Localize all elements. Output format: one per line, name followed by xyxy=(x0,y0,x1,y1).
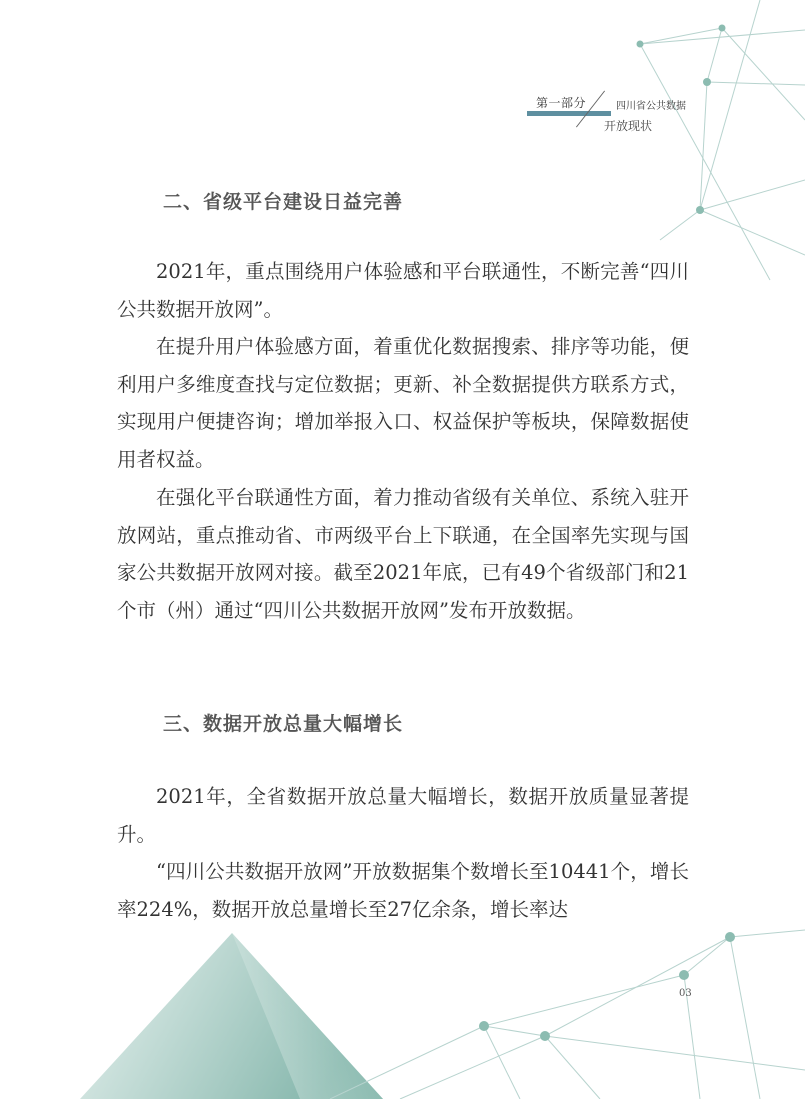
paragraph: “四川公共数据开放网”开放数据集个数增长至10441个，增长率224%，数据开放总量增长至27亿余条，增长率达 xyxy=(117,860,689,921)
header-part-label: 第一部分 xyxy=(536,96,587,110)
header-title-line1: 四川省公共数据 xyxy=(616,101,686,112)
header-accent-bar xyxy=(527,111,611,116)
bottom-triangle-small xyxy=(232,933,383,1099)
page-number: 03 xyxy=(679,988,692,999)
paragraph: 在强化平台联通性方面，着力推动省级有关单位、系统入驻开放网站，重点推动省、市两级平台上下联通，在全国率先实现与国家公共数据开放网对接。截至2021年底，已有49个省级部门和21个市（州）通过“四川公共数据开放网”发布开放数据。 xyxy=(117,486,689,622)
section-heading: 二、省级平台建设日益完善 xyxy=(163,191,404,213)
section-heading: 三、数据开放总量大幅增长 xyxy=(163,713,404,735)
top-right-network-lines xyxy=(640,0,805,280)
paragraph: 2021年，全省数据开放总量大幅增长，数据开放质量显著提升。 xyxy=(117,785,689,846)
paragraph: 2021年，重点围绕用户体验感和平台联通性，不断完善“四川公共数据开放网”。 xyxy=(117,260,689,321)
bottom-right-network-lines xyxy=(330,930,805,1099)
bottom-triangle-large xyxy=(80,933,383,1099)
bottom-right-network-nodes xyxy=(479,932,735,1041)
paragraph: 在提升用户体验感方面，着重优化数据搜索、排序等功能，便利用户多维度查找与定位数据；更新、补全数据提供方联系方式，实现用户便捷咨询；增加举报入口、权益保护等板块，保障数据使用者权益。 xyxy=(117,335,689,471)
header-title-line2: 开放现状 xyxy=(604,119,653,133)
